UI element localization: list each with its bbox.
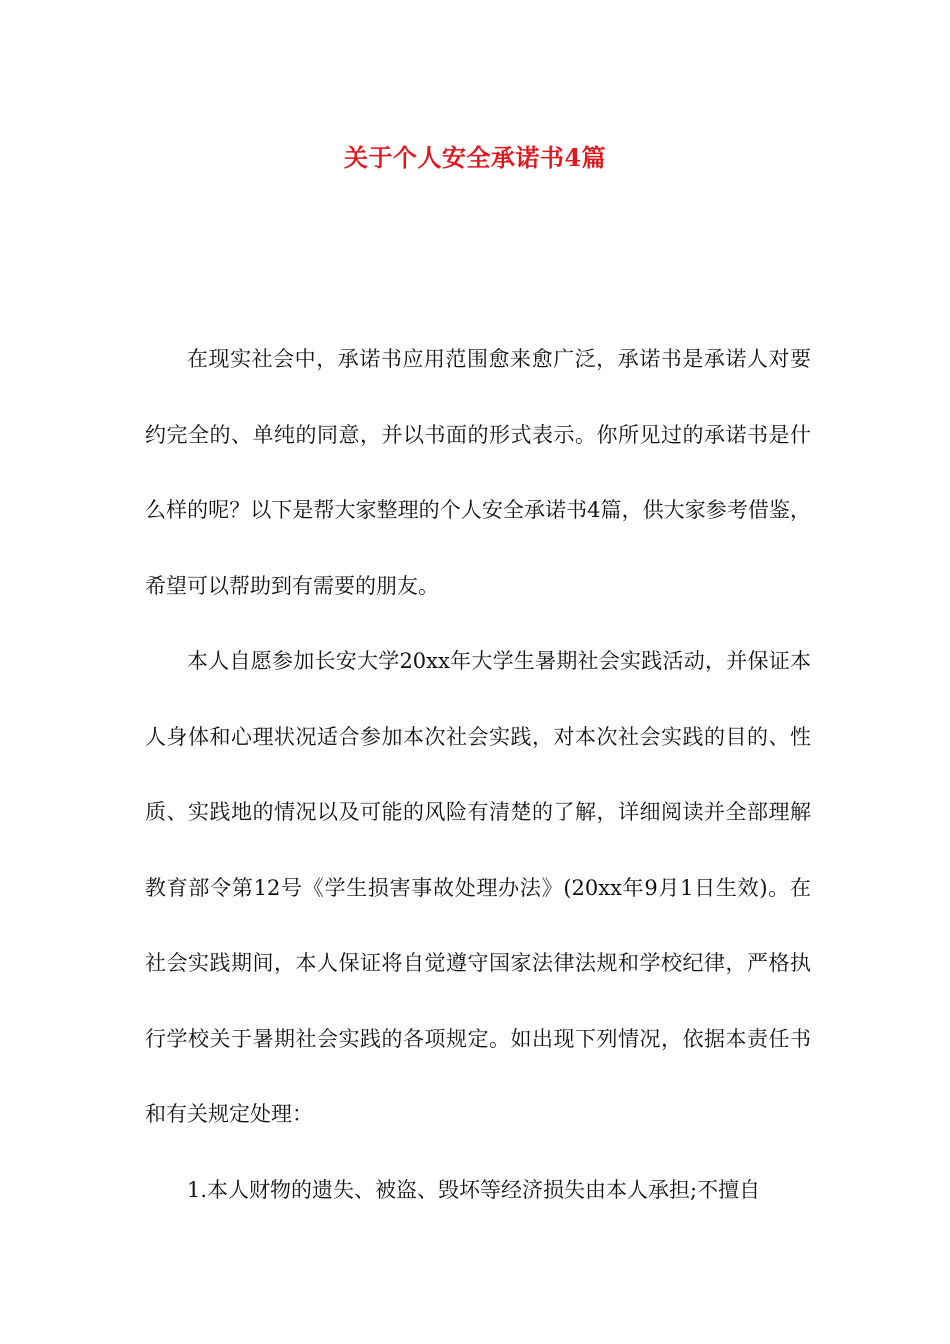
paragraph-intro: 在现实社会中，承诺书应用范围愈来愈广泛，承诺书是承诺人对要约完全的、单纯的同意，并以书面的形式表示。你所见过的承诺书是什么样的呢？以下是帮大家整理的个人安全承诺书4篇，供大家参考借鉴，希望可以帮助到有需要的朋友。: [145, 347, 811, 598]
paragraph-item-1: 1.本人财物的遗失、被盗、毁坏等经济损失由本人承担;不擅自: [187, 1177, 761, 1202]
document-title: 关于个人安全承诺书4篇: [343, 143, 607, 172]
paragraph-commitment: 本人自愿参加长安大学20xx年大学生暑期社会实践活动，并保证本人身体和心理状况适合参加本次社会实践，对本次社会实践的目的、性质、实践地的情况以及可能的风险有清楚的了解，详细阅读并全部理解教育部令第12号《学生损害事故处理办法》(20xx年9月1日生效)。在社会实践期间，本人保证将自觉遵守国家法律法规和学校纪律，严格执行学校关于暑期社会实践的各项规定。如出现下列情况，依据本责任书和有关规定处理：: [145, 649, 811, 1126]
document-body: [145, 322, 811, 1228]
